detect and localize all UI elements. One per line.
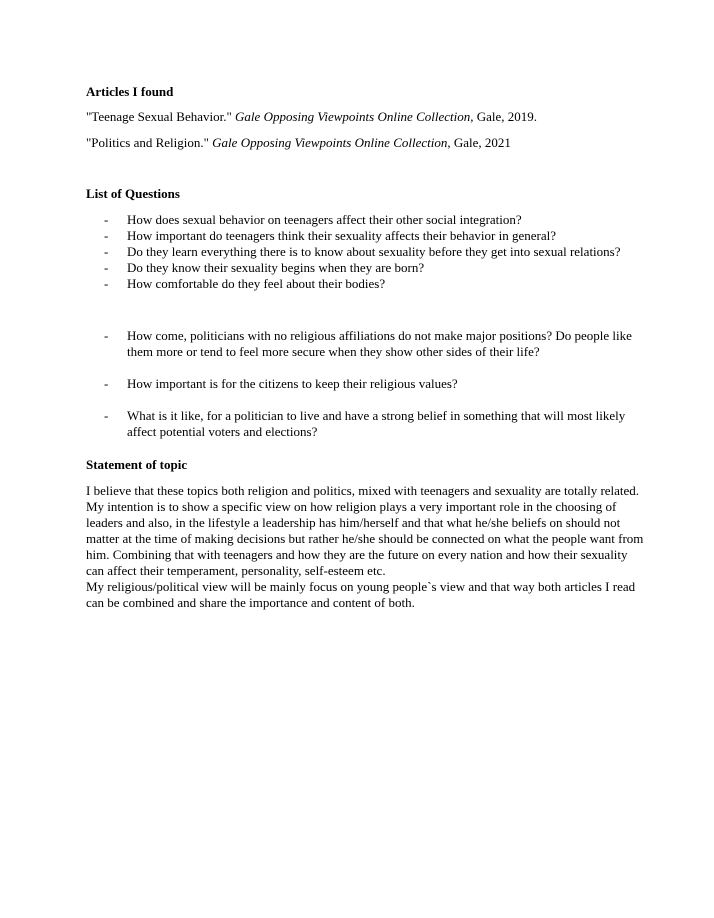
dash-bullet: - [104, 376, 109, 391]
question-text: How does sexual behavior on teenagers affect their other social integration? [127, 212, 522, 227]
statement-text [86, 483, 646, 611]
list-item [86, 260, 646, 276]
statement-paragraph: My religious/political view will be mainly focus on young people`s view and that way both articles I read can be combined and share the importance and content of both. [86, 579, 636, 610]
question-text: Do they learn everything there is to know about sexuality before they get into sexual relations? [127, 244, 621, 259]
dash-bullet: - [104, 228, 109, 243]
dash-bullet: - [104, 408, 109, 423]
list-item [86, 212, 646, 228]
citation-title: "Teenage Sexual Behavior." [86, 109, 236, 124]
dash-bullet: - [104, 212, 109, 227]
question-text: How come, politicians with no religious affiliations do not make major positions? Do people like them more or tend to feel more secure when they show other sides of their life? [127, 328, 632, 359]
list-item [86, 408, 646, 440]
dash-bullet: - [104, 328, 109, 343]
question-text: How comfortable do they feel about their bodies? [127, 276, 386, 291]
citation-title: "Politics and Religion." [86, 135, 213, 150]
questions-heading: List of Questions [86, 186, 180, 201]
question-text: Do they know their sexuality begins when they are born? [127, 260, 425, 275]
question-text: What is it like, for a politician to live and have a strong belief in something that will most likely affect potential voters and elections? [127, 408, 626, 439]
list-item [86, 328, 646, 360]
list-item [86, 244, 646, 260]
question-text: How important is for the citizens to keep their religious values? [127, 376, 458, 391]
dash-bullet: - [104, 276, 109, 291]
list-item [86, 228, 646, 244]
list-item [86, 376, 646, 392]
question-list [86, 212, 646, 292]
document-body [86, 84, 646, 611]
question-list [86, 328, 646, 440]
citation-source: Gale Opposing Viewpoints Online Collection [212, 135, 448, 150]
question-text: How important do teenagers think their sexuality affects their behavior in general? [127, 228, 556, 243]
citation [86, 109, 646, 125]
dash-bullet: - [104, 260, 109, 275]
citation-publisher: , Gale, 2021 [447, 135, 511, 150]
citation-source: Gale Opposing Viewpoints Online Collection [235, 109, 471, 124]
statement-heading: Statement of topic [86, 457, 188, 472]
dash-bullet: - [104, 244, 109, 259]
citation-publisher: , Gale, 2019. [470, 109, 538, 124]
citation [86, 135, 646, 151]
statement-paragraph: I believe that these topics both religion and politics, mixed with teenagers and sexuality are totally related. My intention is to show a specific view on how religion plays a very important role in the choosing of leaders and also, in the lifestyle a leadership has him/herself and that what he/she beliefs on should not matter at the time of making decisions but rather he/she should be connected on what the people want from him. Combining that with teenagers and how they are the future on every nation and how their sexuality can affect their temperament, personality, self-esteem etc. [86, 483, 644, 578]
list-item [86, 276, 646, 292]
articles-heading: Articles I found [86, 84, 174, 99]
